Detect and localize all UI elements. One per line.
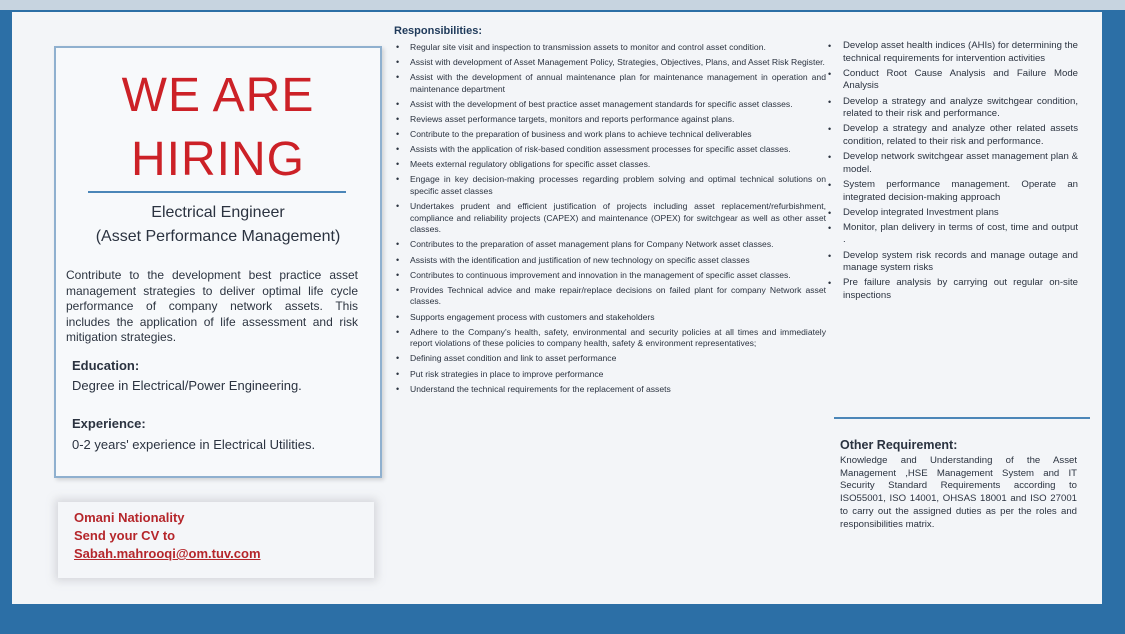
list-item: • Provides Technical advice and make repair/replace decisions on failed plant for company Network asset classes. — [394, 285, 826, 308]
education-value: Degree in Electrical/Power Engineering. — [72, 378, 302, 393]
responsibilities-list — [394, 42, 826, 396]
top-band — [0, 0, 1125, 10]
education-heading: Education: — [72, 358, 140, 373]
list-item: • Develop integrated Investment plans — [826, 207, 1078, 220]
send-cv-label: Send your CV to — [74, 528, 176, 543]
nationality-requirement: Omani Nationality — [74, 510, 185, 525]
experience-heading: Experience: — [72, 416, 146, 431]
section-divider — [834, 417, 1090, 419]
list-item: • Monitor, plan delivery in terms of cost, time and output . — [826, 222, 1078, 247]
headline-line-2: HIRING — [131, 133, 305, 186]
list-item: • Assist with development of Asset Management Policy, Strategies, Objectives, Plans, and Asset Risk Register. — [394, 57, 826, 69]
list-item: • System performance management. Operate an integrated decision-making approach — [826, 179, 1078, 204]
list-item: • Contributes to the preparation of asset management plans for Company Network asset classes. — [394, 239, 826, 251]
list-item: • Understand the technical requirements for the replacement of assets — [394, 384, 826, 396]
responsibilities-column — [394, 26, 826, 399]
list-item: • Reviews asset performance targets, monitors and reports performance against plans. — [394, 114, 826, 126]
list-item: • Develop asset health indices (AHIs) for determining the technical requirements for intervention activities — [826, 40, 1078, 65]
list-item: • Assist with the development of best practice asset management standards for specific asset classes. — [394, 99, 826, 111]
headline-line-1: WE ARE — [121, 69, 315, 122]
list-item: • Develop a strategy and analyze switchgear condition, related to their risk and performance. — [826, 96, 1078, 121]
responsibilities-list-right — [826, 40, 1078, 303]
list-item: • Meets external regulatory obligations for specific asset classes. — [394, 159, 826, 171]
experience-value: 0-2 years' experience in Electrical Utilities. — [72, 437, 316, 452]
list-item: • Conduct Root Cause Analysis and Failure Mode Analysis — [826, 68, 1078, 93]
responsibilities-column-right — [826, 40, 1078, 305]
list-item: • Put risk strategies in place to improve performance — [394, 369, 826, 381]
list-item: • Develop system risk records and manage outage and manage system risks — [826, 250, 1078, 275]
other-requirement-section — [840, 438, 1077, 531]
list-item: • Adhere to the Company's health, safety, environmental and security policies at all times and immediately report violations of these policies to company health, safety & environment representatives; — [394, 327, 826, 350]
list-item: • Develop a strategy and analyze other related assets condition, related to their risk and performance. — [826, 123, 1078, 148]
job-summary: Contribute to the development best practice asset management strategies to deliver optimal life cycle performance of company network assets. This includes the application of life assessment and risk mitigation strategies. — [66, 268, 358, 344]
job-subtitle: (Asset Performance Management) — [95, 228, 341, 245]
list-item: • Pre failure analysis by carrying out regular on-site inspections — [826, 277, 1078, 302]
title-divider — [88, 191, 346, 193]
list-item: • Assists with the application of risk-based condition assessment processes for specific asset classes. — [394, 144, 826, 156]
hiring-card — [54, 46, 382, 478]
contact-email-link[interactable]: Sabah.mahrooqi@om.tuv.com — [74, 546, 261, 561]
list-item: • Defining asset condition and link to asset performance — [394, 353, 826, 365]
job-title: Electrical Engineer — [151, 204, 285, 221]
other-requirement-heading: Other Requirement: — [840, 438, 958, 452]
list-item: • Supports engagement process with customers and stakeholders — [394, 312, 826, 324]
list-item: • Develop network switchgear asset management plan & model. — [826, 151, 1078, 176]
list-item: • Assists with the identification and justification of new technology on specific asset classes — [394, 255, 826, 267]
list-item: • Contributes to continuous improvement and innovation in the management of specific asset classes. — [394, 270, 826, 282]
responsibilities-heading: Responsibilities: — [394, 25, 483, 37]
list-item: • Undertakes prudent and efficient justification of projects including asset replacement/refurbishment, compliance and reliability projects (CAPEX) and maintenance (OPEX) for switchgear as well as other asset classes. — [394, 201, 826, 236]
list-item: • Engage in key decision-making processes regarding problem solving and optimal technical solutions on specific asset classes — [394, 174, 826, 197]
other-requirement-text: Knowledge and Understanding of the Asset Management ,HSE Management System and IT Security Standard Requirements according to ISO55001, ISO 14001, OHSAS 18001 and ISO 27001 to carry out the assigned duties as per the roles and responsibilities matrix. — [840, 455, 1077, 530]
list-item: • Contribute to the preparation of business and work plans to achieve technical deliverables — [394, 129, 826, 141]
list-item: • Assist with the development of annual maintenance plan for maintenance management in operation and maintenance department — [394, 72, 826, 95]
apply-box — [58, 502, 374, 578]
list-item: • Regular site visit and inspection to transmission assets to monitor and control asset condition. — [394, 42, 826, 54]
